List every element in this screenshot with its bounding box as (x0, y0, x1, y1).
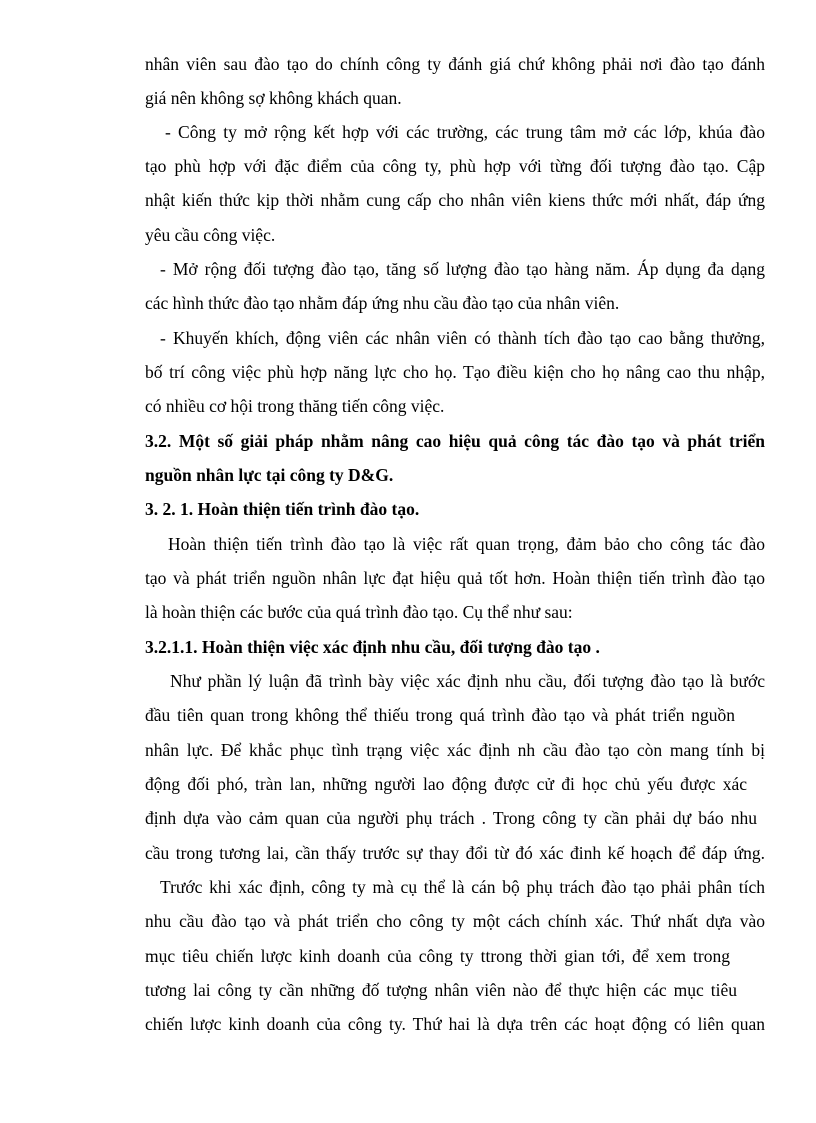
text-line: nhu cầu đào tạo và phát triển cho công ty một cách chính xác. Thứ nhất dựa vào (145, 911, 765, 931)
text-line: tạo và phát triển nguồn nhân lực đạt hiệu quả tốt hơn. Hoàn thiện tiến trình đào tạo (145, 568, 765, 588)
text-line: Trước khi xác định, công ty mà cụ thể là cán bộ phụ trách đào tạo phải phân tích (160, 877, 765, 897)
text-line: là hoàn thiện các bước của quá trình đào tạo. Cụ thể như sau: (145, 602, 573, 622)
text-line: tạo phù hợp với đặc điểm của công ty, phù hợp với từng đối tượng đào tạo. Cập (145, 156, 765, 176)
text-line: tương lai công ty cần những đố tượng nhân viên nào để thực hiện các mục tiêu (145, 980, 737, 1000)
text-line: Hoàn thiện tiến trình đào tạo là việc rất quan trọng, đảm bảo cho công tác đào (168, 534, 765, 554)
text-line: các hình thức đào tạo nhằm đáp ứng nhu cầu đào tạo của nhân viên. (145, 293, 620, 313)
text-line: - Công ty mở rộng kết hợp với các trường, các trung tâm mở các lớp, khúa đào (165, 122, 765, 142)
subsection-heading: 3. 2. 1. Hoàn thiện tiến trình đào tạo. (145, 499, 420, 519)
text-line: nhân viên sau đào tạo do chính công ty đánh giá chứ không phải nơi đào tạo đánh (145, 54, 765, 74)
text-line: nhân lực. Để khắc phục tình trạng việc xác định nh cầu đào tạo còn mang tính bị (145, 740, 765, 760)
text-line: nhật kiến thức kịp thời nhằm cung cấp cho nhân viên kiens thức mới nhất, đáp ứng (145, 190, 765, 210)
text-line: định dựa vào cảm quan của người phụ trách . Trong công ty cần phải dự báo nhu (145, 808, 757, 828)
section-heading: 3.2. Một số giải pháp nhằm nâng cao hiệu quả công tác đào tạo và phát triển (145, 431, 765, 451)
text-line: mục tiêu chiến lược kinh doanh của công ty ttrong thời gian tới, để xem trong (145, 946, 730, 966)
text-line: có nhiều cơ hội trong thăng tiến công việc. (145, 396, 445, 416)
text-line: động đối phó, tràn lan, những người lao động được cử đi học chủ yếu được xác (145, 774, 747, 794)
text-line: Như phần lý luận đã trình bày việc xác định nhu cầu, đối tượng đào tạo là bước (170, 671, 765, 691)
section-heading: nguồn nhân lực tại công ty D&G. (145, 465, 394, 485)
subsubsection-heading: 3.2.1.1. Hoàn thiện việc xác định nhu cầu, đối tượng đào tạo . (145, 637, 600, 657)
text-line: đầu tiên quan trong không thể thiếu trong quá trình đào tạo và phát triển nguồn (145, 705, 735, 725)
text-line: - Mở rộng đối tượng đào tạo, tăng số lượng đào tạo hàng năm. Áp dụng đa dạng (160, 259, 765, 279)
text-line: yêu cầu công việc. (145, 225, 276, 245)
text-line: chiến lược kinh doanh của công ty. Thứ hai là dựa trên các hoạt động có liên quan (145, 1014, 765, 1034)
text-line: giá nên không sợ không khách quan. (145, 88, 402, 108)
text-line: cầu trong tương lai, cần thấy trước sự thay đổi từ đó xác đinh kế hoạch để đáp ứng. (145, 843, 765, 863)
text-line: bố trí công việc phù hợp năng lực cho họ. Tạo điều kiện cho họ nâng cao thu nhập, (145, 362, 765, 382)
text-line: - Khuyến khích, động viên các nhân viên có thành tích đào tạo cao bằng thưởng, (160, 328, 765, 348)
